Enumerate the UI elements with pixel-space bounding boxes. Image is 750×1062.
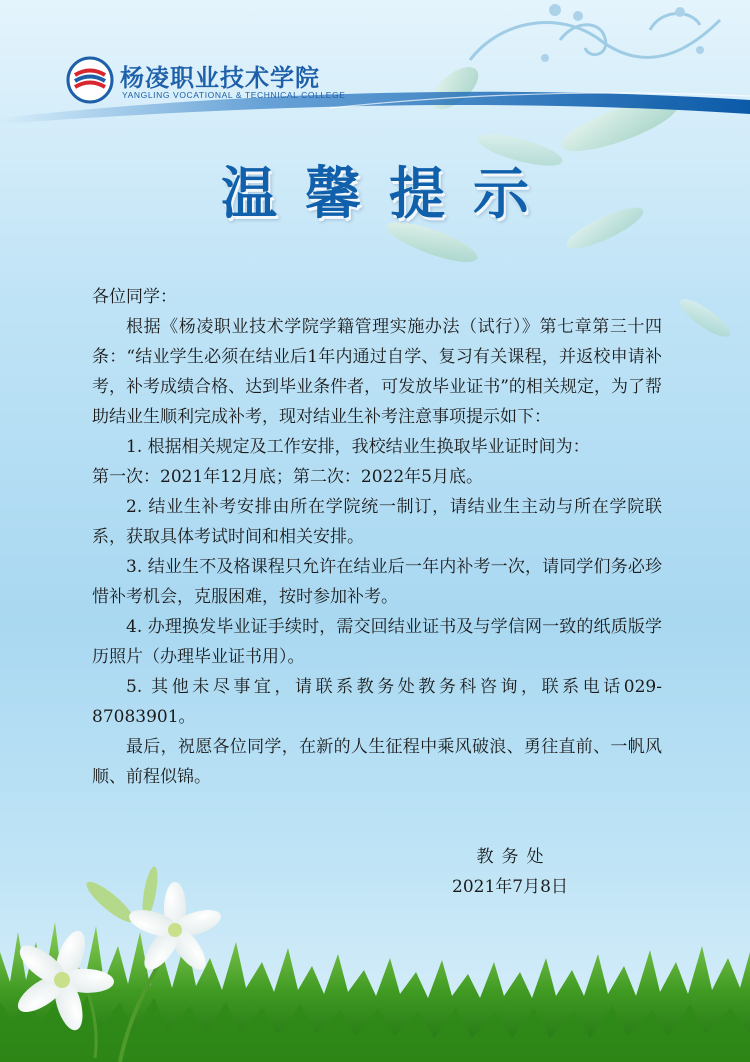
greeting: 各位同学： bbox=[92, 287, 177, 307]
closing-paragraph: 最后，祝愿各位同学，在新的人生征程中乘风破浪、勇往直前、一帆风顺、前程似锦。 bbox=[92, 737, 662, 787]
issuing-department: 教务处 bbox=[476, 847, 552, 867]
notice-body bbox=[92, 282, 662, 792]
college-name-english: YANGLING VOCATIONAL & TECHNICAL COLLEGE bbox=[122, 90, 346, 100]
item-5: 5. 其他未尽事宜，请联系教务处教务科咨询，联系电话029-87083901。 bbox=[92, 677, 662, 727]
item-3: 3. 结业生不及格课程只允许在结业后一年内补考一次，请同学们务必珍惜补考机会，克服困难，按时参加补考。 bbox=[92, 557, 662, 607]
item-2: 2. 结业生补考安排由所在学院统一制订，请结业生主动与所在学院联系，获取具体考试时间和相关安排。 bbox=[92, 497, 662, 547]
exchange-dates: 第一次：2021年12月底；第二次：2022年5月底。 bbox=[92, 467, 483, 487]
college-emblem-icon bbox=[66, 56, 114, 104]
issue-date: 2021年7月8日 bbox=[452, 877, 568, 897]
intro-paragraph: 根据《杨凌职业技术学院学籍管理实施办法（试行）》第七章第三十四条：“结业学生必须在结业后1年内通过自学、复习有关课程，并返校申请补考，补考成绩合格、达到毕业条件者，可发放毕业证书”的相关规定，为了帮助结业生顺利完成补考，现对结业生补考注意事项提示如下： bbox=[92, 317, 662, 427]
item-4: 4. 办理换发毕业证手续时，需交回结业证书及与学信网一致的纸质版学历照片（办理毕业证书用）。 bbox=[92, 617, 662, 667]
college-logo bbox=[66, 56, 356, 106]
grass-lily-footer bbox=[0, 862, 750, 1062]
item-1: 1. 根据相关规定及工作安排，我校结业生换取毕业证时间为： bbox=[126, 437, 590, 457]
college-name: 杨凌职业技术学院 bbox=[120, 64, 320, 92]
page-title: 温馨提示 bbox=[221, 162, 557, 227]
